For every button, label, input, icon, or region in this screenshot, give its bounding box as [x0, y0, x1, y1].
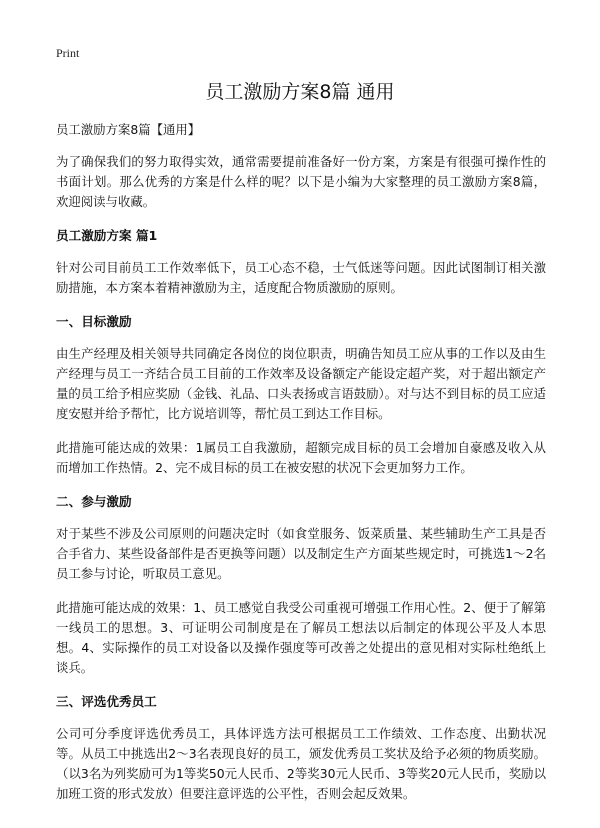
part2-heading: 二、参与激励 [56, 494, 132, 509]
part1-paragraph-2: 此措施可能达成的效果：1属员工自我激励，超额完成目标的员工会增加自豪感及收入从而增加工作热情。2、完不成目标的员工在被安慰的状况下会更加努力工作。 [56, 440, 546, 475]
part1-heading: 一、目标激励 [56, 314, 132, 329]
article-body [56, 120, 546, 818]
part1-paragraph-1: 由生产经理及相关领导共同确定各岗位的岗位职责，明确告知员工应从事的工作以及由生产经理与员工一齐结合员工目前的工作效率及设备额定产能设定超产奖，对于超出额定产量的员工给予相应奖励（金钱、礼品、口头表扬或言语鼓励）。对与达不到目标的员工应适度安慰并给予帮忙，比方说培训等，帮忙员工到达工作目标。 [56, 346, 546, 421]
section-intro-paragraph: 针对公司目前员工工作效率低下，员工心态不稳，士气低迷等问题。因此试图制订相关激励措施，本方案本着精神激励为主，适度配合物质激励的原则。 [56, 260, 546, 295]
part2-paragraph-2: 此措施可能达成的效果：1、员工感觉自我受公司重视可增强工作用心性。2、便于了解第一线员工的思想。3、可证明公司制度是在了解员工想法以后制定的体现公平及人本思想。4、实际操作的员工对设备以及操作强度等可改善之处提出的意见相对实际杜绝纸上谈兵。 [56, 600, 546, 675]
intro-paragraph: 为了确保我们的努力取得实效，通常需要提前准备好一份方案，方案是有很强可操作性的书面计划。那么优秀的方案是什么样的呢？以下是小编为大家整理的员工激励方案8篇，欢迎阅读与收藏。 [56, 154, 546, 209]
article-subtitle: 员工激励方案8篇【通用】 [56, 122, 201, 137]
part2-paragraph-1: 对于某些不涉及公司原则的问题决定时（如食堂服务、饭菜质量、某些辅助生产工具是否合手省力、某些设备部件是否更换等问题）以及制定生产方面某些规定时，可挑选1～2名员工参与讨论，听取员工意见。 [56, 526, 546, 581]
part3-heading: 三、评选优秀员工 [56, 694, 157, 709]
print-link[interactable]: Print [56, 46, 80, 60]
part3-paragraph-1: 公司可分季度评选优秀员工，具体评选方法可根据员工工作绩效、工作态度、出勤状况等。从员工中挑选出2～3名表现良好的员工，颁发优秀员工奖状及给予必须的物质奖励。（以3名为列奖励可为1等奖50元人民币、2等奖30元人民币、3等奖20元人民币，奖励以加班工资的形式发放）但要注意评选的公平性，否则会起反效果。 [56, 726, 546, 801]
page-title: 员工激励方案8篇 通用 [205, 81, 395, 103]
section-heading: 员工激励方案 篇1 [56, 228, 158, 243]
